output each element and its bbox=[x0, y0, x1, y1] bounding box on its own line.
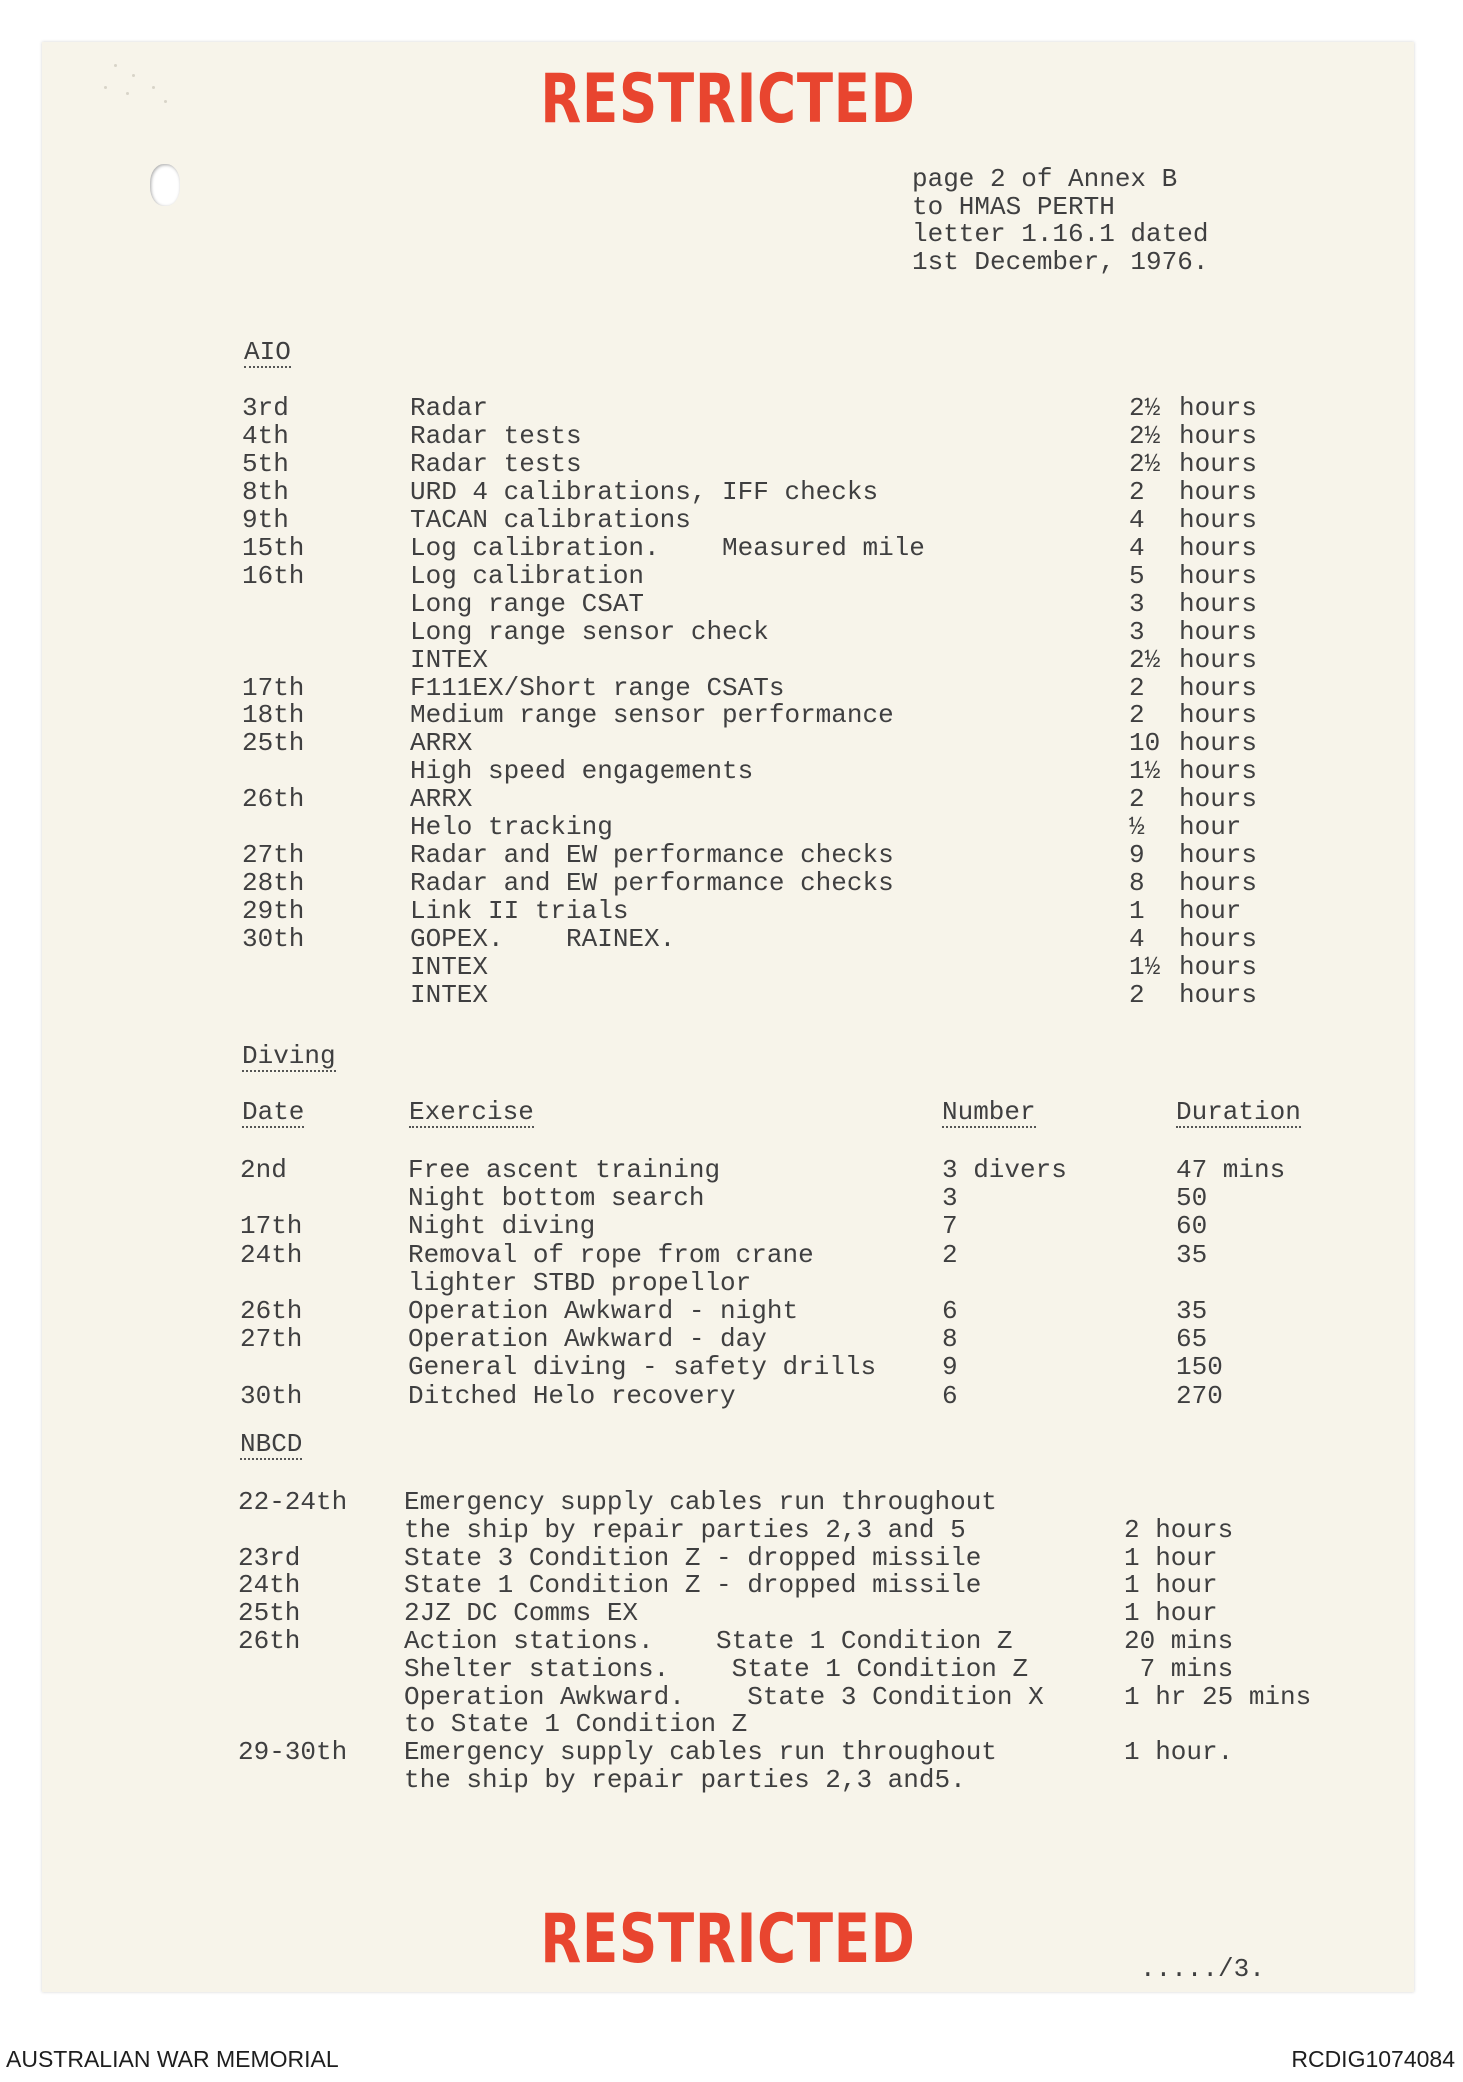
aio-row bbox=[42, 394, 1414, 422]
row-unit: hours bbox=[1179, 420, 1258, 451]
row-time: 1 hr 25 mins bbox=[1124, 1681, 1312, 1712]
row-duration: 35 bbox=[1176, 1296, 1208, 1326]
row-date: 26th bbox=[242, 784, 305, 815]
row-date: 3rd bbox=[242, 393, 289, 423]
row-quantity: 1½ bbox=[1129, 756, 1161, 787]
row-unit: hours bbox=[1179, 728, 1258, 759]
row-duration: 150 bbox=[1176, 1352, 1223, 1383]
row-date: 16th bbox=[242, 560, 305, 591]
row-quantity: 4 bbox=[1129, 504, 1145, 535]
nbcd-row bbox=[42, 1571, 1414, 1599]
row-date: 26th bbox=[240, 1296, 303, 1326]
aio-row bbox=[42, 869, 1414, 897]
row-date: 29th bbox=[242, 896, 305, 927]
row-exercise: Operation Awkward - night bbox=[408, 1296, 799, 1326]
row-number: 6 bbox=[942, 1380, 958, 1411]
row-duration: 65 bbox=[1176, 1324, 1208, 1355]
row-duration: 270 bbox=[1176, 1380, 1223, 1411]
row-activity: Radar bbox=[410, 393, 489, 423]
row-quantity: 2½ bbox=[1129, 393, 1161, 423]
row-duration: 50 bbox=[1176, 1183, 1208, 1214]
row-quantity: 2½ bbox=[1129, 420, 1161, 451]
header-line: 1st December, 1976. bbox=[912, 246, 1209, 277]
row-date: 29-30th bbox=[238, 1737, 348, 1768]
row-unit: hours bbox=[1179, 393, 1258, 423]
row-exercise: Free ascent training bbox=[408, 1155, 721, 1185]
diving-row bbox=[42, 1212, 1414, 1240]
row-unit: hours bbox=[1179, 700, 1258, 731]
row-unit: hours bbox=[1179, 504, 1258, 535]
continuation-page-ref: ...../3. bbox=[1140, 1954, 1265, 1984]
row-unit: hours bbox=[1179, 924, 1258, 955]
row-quantity: 3 bbox=[1129, 588, 1145, 619]
row-activity: to State 1 Condition Z bbox=[404, 1709, 748, 1740]
diving-column-number: Number bbox=[942, 1097, 1036, 1127]
row-activity: Emergency supply cables run throughout bbox=[404, 1737, 997, 1768]
row-activity: 2JZ DC Comms EX bbox=[404, 1598, 639, 1629]
row-activity: Link II trials bbox=[410, 896, 629, 927]
row-quantity: 1½ bbox=[1129, 952, 1161, 982]
row-unit: hours bbox=[1179, 616, 1258, 647]
row-activity: Log calibration bbox=[410, 560, 645, 591]
row-quantity: 3 bbox=[1129, 616, 1145, 647]
aio-row bbox=[42, 478, 1414, 506]
row-unit: hours bbox=[1179, 560, 1258, 591]
row-time: 1 hour bbox=[1124, 1598, 1218, 1629]
diving-column-date: Date bbox=[242, 1097, 305, 1127]
diving-row bbox=[42, 1184, 1414, 1212]
row-exercise: Night bottom search bbox=[408, 1183, 705, 1214]
aio-row bbox=[42, 757, 1414, 785]
row-quantity: 5 bbox=[1129, 560, 1145, 591]
row-date: 5th bbox=[242, 448, 289, 479]
nbcd-row bbox=[42, 1766, 1414, 1794]
row-duration: 60 bbox=[1176, 1211, 1208, 1242]
row-date: 8th bbox=[242, 476, 289, 507]
row-number: 6 bbox=[942, 1296, 958, 1326]
diving-row bbox=[42, 1156, 1414, 1184]
footer-record-id: RCDIG1074084 bbox=[1291, 2046, 1455, 2072]
row-date: 24th bbox=[238, 1570, 301, 1601]
document-reference-header bbox=[912, 166, 1208, 276]
row-quantity: 2 bbox=[1129, 672, 1145, 703]
row-exercise: Operation Awkward - day bbox=[408, 1324, 767, 1355]
aio-row bbox=[42, 422, 1414, 450]
restricted-stamp-bottom: RESTRICTED bbox=[540, 1900, 916, 1979]
row-time: 1 hour. bbox=[1124, 1737, 1234, 1768]
diving-column-exercise: Exercise bbox=[409, 1097, 534, 1127]
nbcd-row bbox=[42, 1710, 1414, 1738]
row-unit: hours bbox=[1179, 532, 1258, 563]
row-activity: INTEX bbox=[410, 952, 489, 982]
row-activity: URD 4 calibrations, IFF checks bbox=[410, 476, 879, 507]
restricted-stamp-top: RESTRICTED bbox=[540, 60, 916, 139]
row-date: 26th bbox=[238, 1626, 301, 1656]
nbcd-row bbox=[42, 1544, 1414, 1572]
row-exercise: General diving - safety drills bbox=[408, 1352, 877, 1383]
row-unit: hours bbox=[1179, 756, 1258, 787]
aio-row bbox=[42, 701, 1414, 729]
pin-hole bbox=[104, 86, 107, 89]
row-activity: Radar and EW performance checks bbox=[410, 840, 894, 871]
row-unit: hours bbox=[1179, 784, 1258, 815]
row-activity: Radar and EW performance checks bbox=[410, 868, 894, 899]
row-date: 27th bbox=[242, 840, 305, 871]
row-date: 24th bbox=[240, 1239, 303, 1270]
row-unit: hours bbox=[1179, 588, 1258, 619]
aio-row bbox=[42, 785, 1414, 813]
row-activity: Long range CSAT bbox=[410, 588, 645, 619]
row-number: 8 bbox=[942, 1324, 958, 1355]
nbcd-row bbox=[42, 1627, 1414, 1655]
row-activity: State 3 Condition Z - dropped missile bbox=[404, 1542, 982, 1573]
aio-row bbox=[42, 813, 1414, 841]
nbcd-row bbox=[42, 1655, 1414, 1683]
row-date: 2nd bbox=[240, 1155, 287, 1185]
punch-hole bbox=[150, 164, 180, 206]
aio-row bbox=[42, 590, 1414, 618]
aio-row bbox=[42, 506, 1414, 534]
row-unit: hours bbox=[1179, 868, 1258, 899]
row-activity: GOPEX. RAINEX. bbox=[410, 924, 676, 955]
row-quantity: 2½ bbox=[1129, 644, 1161, 675]
row-unit: hour bbox=[1179, 812, 1242, 843]
row-date: 9th bbox=[242, 504, 289, 535]
row-date: 4th bbox=[242, 420, 289, 451]
aio-row bbox=[42, 953, 1414, 981]
pin-hole bbox=[132, 74, 135, 77]
row-quantity: 8 bbox=[1129, 868, 1145, 899]
row-activity: Helo tracking bbox=[410, 812, 613, 843]
nbcd-row bbox=[42, 1738, 1414, 1766]
pin-hole bbox=[126, 92, 129, 95]
row-exercise: lighter STBD propellor bbox=[408, 1267, 752, 1298]
row-date: 28th bbox=[242, 868, 305, 899]
diving-heading: Diving bbox=[242, 1041, 336, 1071]
row-unit: hours bbox=[1179, 952, 1258, 982]
row-time: 2 hours bbox=[1124, 1514, 1234, 1545]
diving-row bbox=[42, 1353, 1414, 1381]
row-time: 1 hour bbox=[1124, 1542, 1218, 1573]
row-date: 17th bbox=[242, 672, 305, 703]
row-quantity: 1 bbox=[1129, 896, 1145, 927]
row-unit: hours bbox=[1179, 672, 1258, 703]
row-duration: 35 bbox=[1176, 1239, 1208, 1270]
header-line: page 2 of Annex B bbox=[912, 164, 1178, 194]
row-number: 2 bbox=[942, 1239, 958, 1270]
row-duration: 47 mins bbox=[1176, 1155, 1286, 1185]
pin-hole bbox=[164, 100, 167, 103]
nbcd-row bbox=[42, 1488, 1414, 1516]
aio-row bbox=[42, 925, 1414, 953]
row-unit: hours bbox=[1179, 448, 1258, 479]
aio-row bbox=[42, 450, 1414, 478]
header-line: to HMAS PERTH bbox=[912, 191, 1115, 222]
aio-row bbox=[42, 729, 1414, 757]
footer-source: AUSTRALIAN WAR MEMORIAL bbox=[6, 2046, 339, 2072]
row-quantity: 2 bbox=[1129, 979, 1145, 1010]
row-number: 3 bbox=[942, 1183, 958, 1214]
row-unit: hour bbox=[1179, 896, 1242, 927]
row-number: 7 bbox=[942, 1211, 958, 1242]
row-activity: Emergency supply cables run throughout bbox=[404, 1487, 997, 1517]
row-activity: Action stations. State 1 Condition Z bbox=[404, 1626, 1013, 1656]
row-exercise: Night diving bbox=[408, 1211, 596, 1242]
row-activity: INTEX bbox=[410, 979, 489, 1010]
nbcd-row bbox=[42, 1599, 1414, 1627]
row-date: 25th bbox=[242, 728, 305, 759]
aio-heading: AIO bbox=[244, 337, 291, 367]
row-date: 30th bbox=[240, 1380, 303, 1411]
row-unit: hours bbox=[1179, 979, 1258, 1010]
row-date: 15th bbox=[242, 532, 305, 563]
row-quantity: 2½ bbox=[1129, 448, 1161, 479]
diving-row bbox=[42, 1297, 1414, 1325]
row-unit: hours bbox=[1179, 476, 1258, 507]
aio-row bbox=[42, 674, 1414, 702]
row-number: 9 bbox=[942, 1352, 958, 1383]
header-line: letter 1.16.1 dated bbox=[912, 219, 1209, 249]
row-date: 22-24th bbox=[238, 1487, 348, 1517]
row-date: 25th bbox=[238, 1598, 301, 1629]
aio-row bbox=[42, 562, 1414, 590]
row-unit: hours bbox=[1179, 644, 1258, 675]
aio-row bbox=[42, 841, 1414, 869]
row-activity: Long range sensor check bbox=[410, 616, 769, 647]
row-quantity: 4 bbox=[1129, 532, 1145, 563]
row-date: 30th bbox=[242, 924, 305, 955]
row-exercise: Ditched Helo recovery bbox=[408, 1380, 736, 1411]
row-date: 23rd bbox=[238, 1542, 301, 1573]
diving-row bbox=[42, 1382, 1414, 1410]
row-exercise: Removal of rope from crane bbox=[408, 1239, 814, 1270]
document-page bbox=[42, 42, 1414, 1992]
row-activity: Log calibration. Measured mile bbox=[410, 532, 925, 563]
pin-hole bbox=[152, 86, 155, 89]
diving-row bbox=[42, 1241, 1414, 1269]
row-quantity: 2 bbox=[1129, 700, 1145, 731]
row-unit: hours bbox=[1179, 840, 1258, 871]
row-activity: F111EX/Short range CSATs bbox=[410, 672, 785, 703]
pin-hole bbox=[114, 64, 117, 67]
row-quantity: 2 bbox=[1129, 476, 1145, 507]
row-time: 7 mins bbox=[1124, 1653, 1234, 1684]
row-activity: Medium range sensor performance bbox=[410, 700, 894, 731]
row-activity: the ship by repair parties 2,3 and5. bbox=[404, 1765, 966, 1795]
row-quantity: 4 bbox=[1129, 924, 1145, 955]
row-number: 3 divers bbox=[942, 1155, 1067, 1185]
diving-row bbox=[42, 1325, 1414, 1353]
row-activity: Shelter stations. State 1 Condition Z bbox=[404, 1653, 1029, 1684]
row-activity: TACAN calibrations bbox=[410, 504, 691, 535]
aio-row bbox=[42, 981, 1414, 1009]
diving-row bbox=[42, 1269, 1414, 1297]
row-quantity: ½ bbox=[1129, 812, 1145, 843]
nbcd-row bbox=[42, 1683, 1414, 1711]
diving-column-duration: Duration bbox=[1176, 1097, 1301, 1127]
row-activity: High speed engagements bbox=[410, 756, 754, 787]
row-activity: the ship by repair parties 2,3 and 5 bbox=[404, 1514, 966, 1545]
row-activity: Operation Awkward. State 3 Condition X bbox=[404, 1681, 1044, 1712]
row-activity: Radar tests bbox=[410, 420, 582, 451]
nbcd-row bbox=[42, 1516, 1414, 1544]
row-activity: State 1 Condition Z - dropped missile bbox=[404, 1570, 982, 1601]
aio-row bbox=[42, 534, 1414, 562]
aio-row bbox=[42, 618, 1414, 646]
row-activity: ARRX bbox=[410, 784, 473, 815]
aio-row bbox=[42, 646, 1414, 674]
row-time: 1 hour bbox=[1124, 1570, 1218, 1601]
nbcd-heading: NBCD bbox=[240, 1429, 303, 1459]
row-quantity: 2 bbox=[1129, 784, 1145, 815]
row-activity: INTEX bbox=[410, 644, 489, 675]
row-date: 18th bbox=[242, 700, 305, 731]
row-quantity: 9 bbox=[1129, 840, 1145, 871]
aio-row bbox=[42, 897, 1414, 925]
row-quantity: 10 bbox=[1129, 728, 1161, 759]
row-activity: ARRX bbox=[410, 728, 473, 759]
row-activity: Radar tests bbox=[410, 448, 582, 479]
row-date: 17th bbox=[240, 1211, 303, 1242]
row-time: 20 mins bbox=[1124, 1626, 1234, 1656]
row-date: 27th bbox=[240, 1324, 303, 1355]
